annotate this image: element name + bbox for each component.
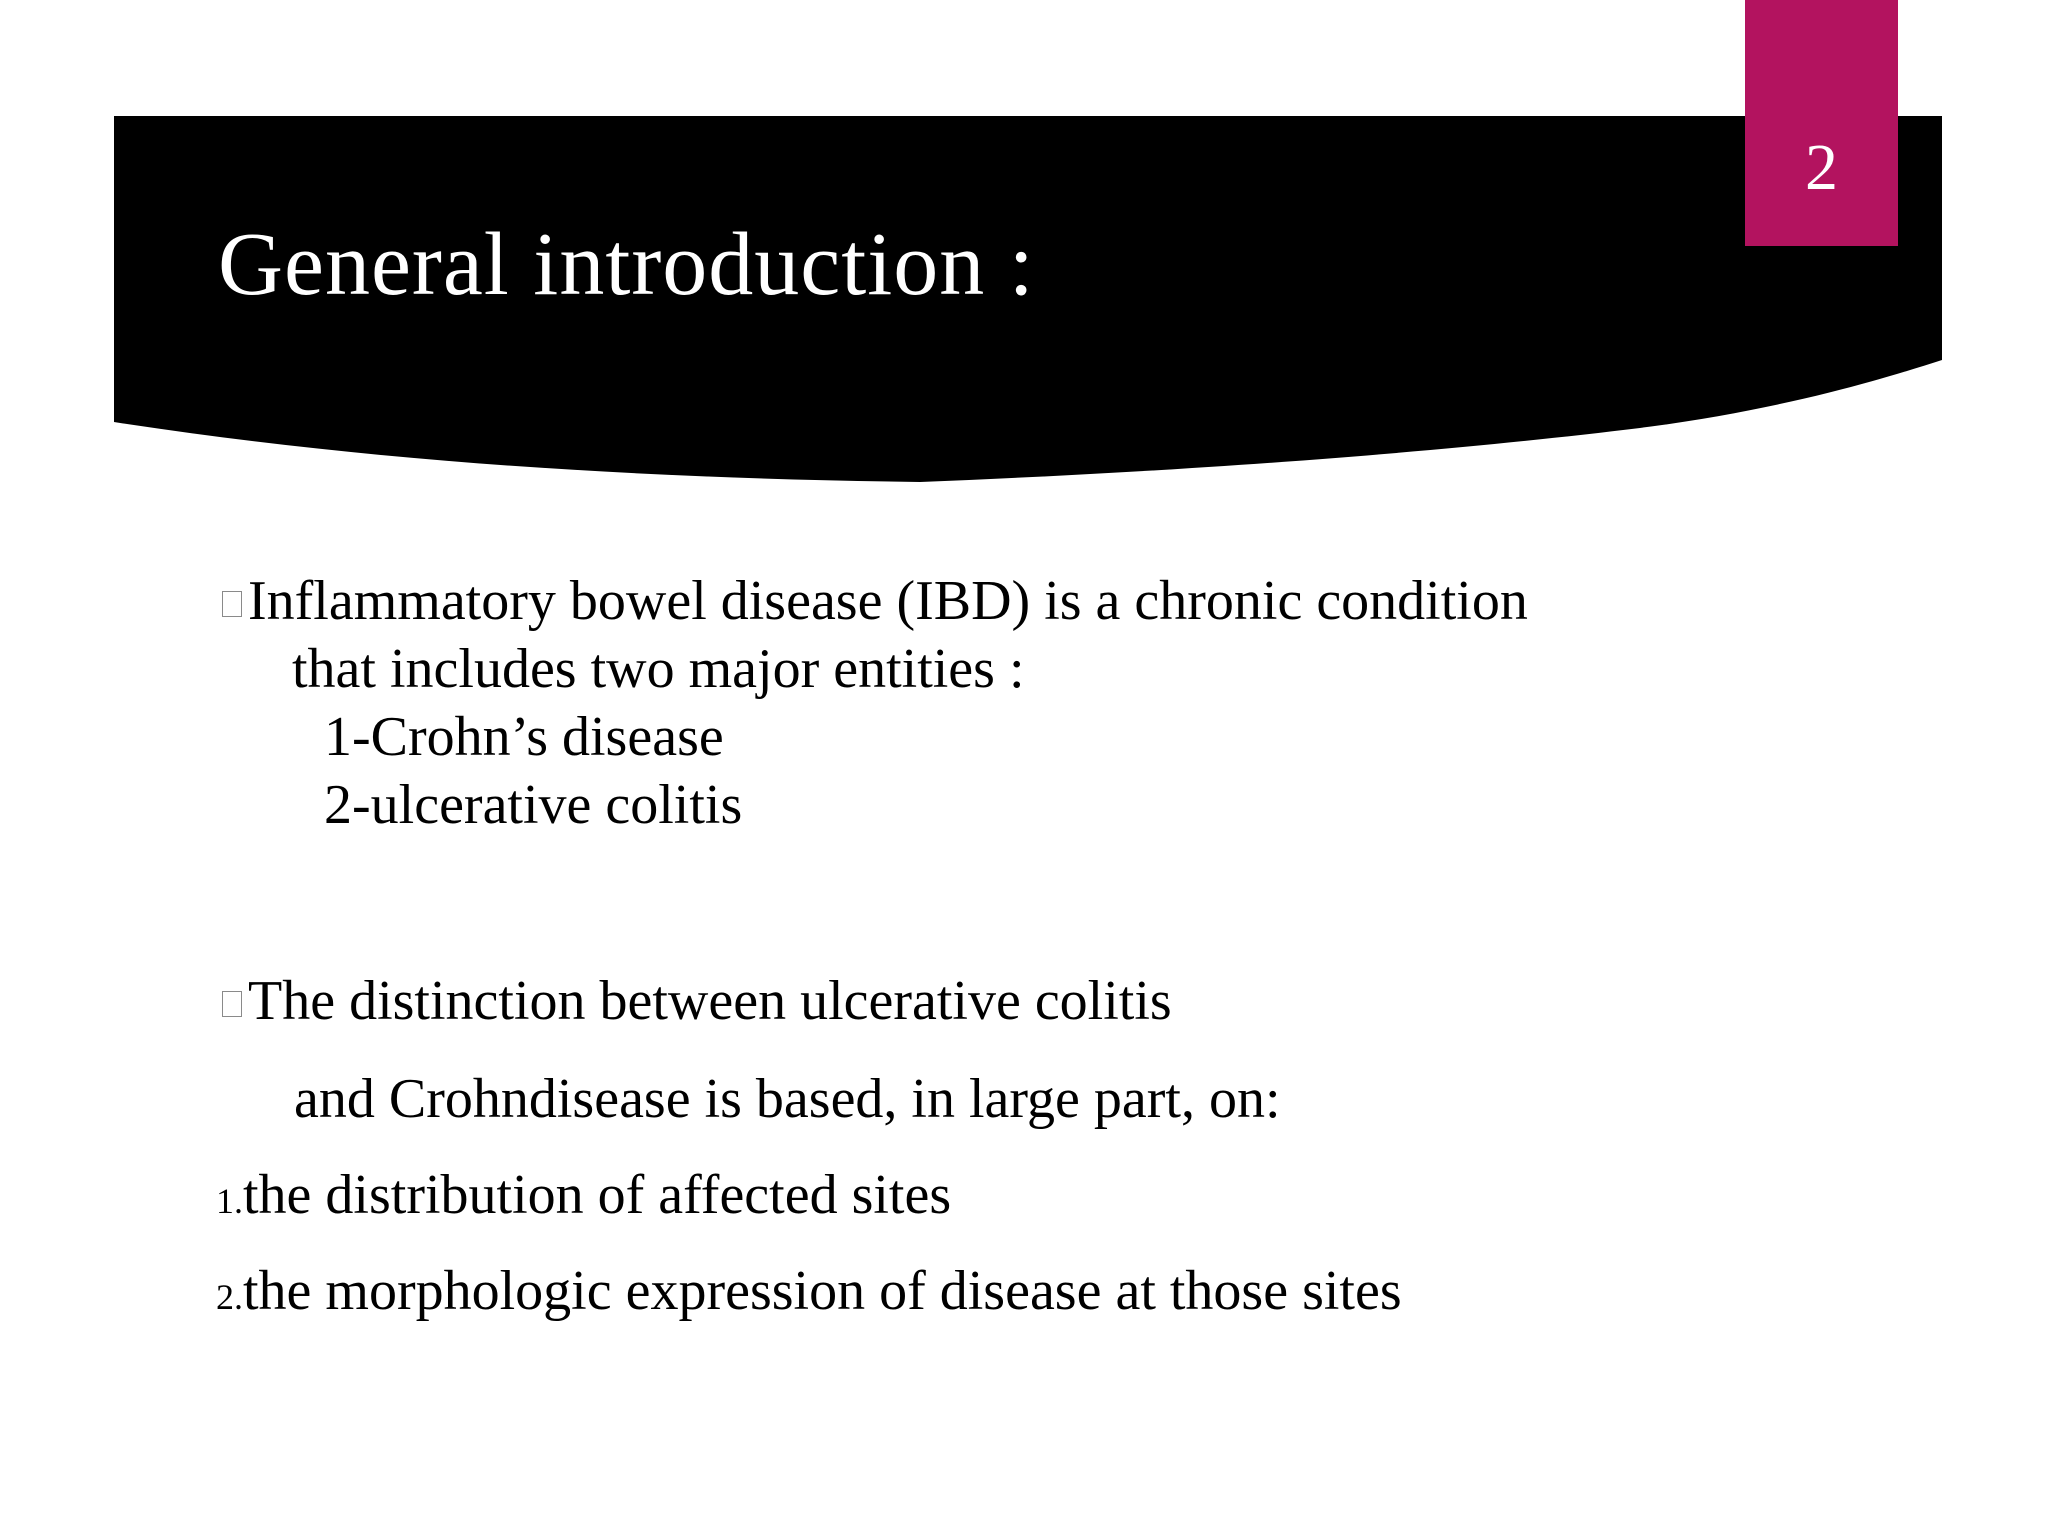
block2-item1-number: 1. (216, 1181, 243, 1221)
block1-item1: 1-Crohn’s disease (324, 706, 724, 768)
block2-line1 (222, 970, 1172, 1032)
block2-item2-number: 2. (216, 1277, 243, 1317)
block1-line1-text: Inflammatory bowel disease (IBD) is a chronic condition (248, 570, 1528, 632)
block1-item2: 2-ulcerative colitis (324, 774, 743, 836)
missing-glyph-box-icon (222, 591, 242, 617)
block2-item2-text: the morphologic expression of disease at those sites (243, 1260, 1402, 1322)
block2-item2 (216, 1260, 1402, 1322)
block2-line2: and Crohndisease is based, in large part, on: (294, 1068, 1281, 1130)
block2-item1 (216, 1164, 952, 1226)
block1-line2: that includes two major entities : (292, 638, 1025, 700)
block1-line1 (222, 570, 1528, 632)
block2-item1-text: the distribution of affected sites (243, 1164, 952, 1226)
missing-glyph-box-icon (222, 991, 242, 1017)
page-number-tab (1745, 0, 1898, 246)
slide-title: General introduction : (218, 215, 1035, 314)
block2-line1-text: The distinction between ulcerative colitis (248, 970, 1172, 1032)
page-number: 2 (1805, 131, 1838, 204)
